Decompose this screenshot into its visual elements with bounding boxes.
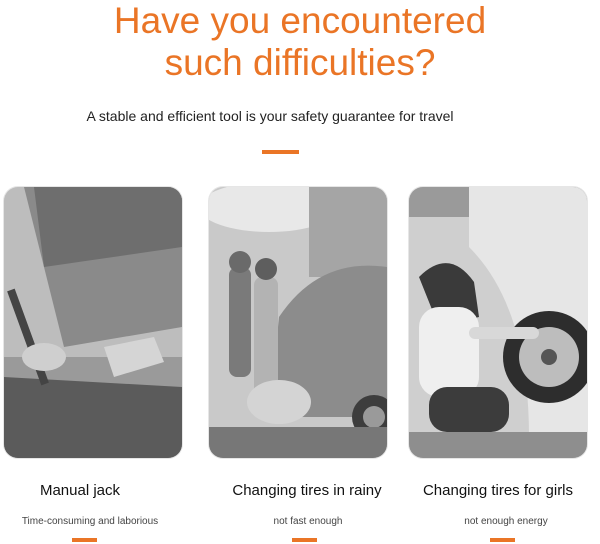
photo-manual-jack <box>4 187 182 458</box>
card-title-girls: Changing tires for girls <box>422 482 574 499</box>
header-divider <box>262 150 299 154</box>
card-title-manual-jack: Manual jack <box>39 482 121 499</box>
card-note-rainy: not fast enough <box>273 516 343 527</box>
card-divider-1 <box>72 538 97 542</box>
card-title-rainy: Changing tires in rainy <box>232 482 382 499</box>
card-divider-2 <box>292 538 317 542</box>
card-note-manual-jack: Time-consuming and laborious <box>21 516 159 527</box>
headline-line-2: such difficulties? <box>164 42 436 83</box>
subheadline: A stable and efficient tool is your safety guarantee for travel <box>86 108 454 124</box>
card-divider-3 <box>490 538 515 542</box>
card-note-girls: not enough energy <box>464 516 548 527</box>
headline <box>0 0 600 84</box>
headline-line-1: Have you encountered <box>113 0 487 41</box>
photo-changing-tires-girl <box>409 187 587 458</box>
photo-changing-tires-rain <box>209 187 387 458</box>
